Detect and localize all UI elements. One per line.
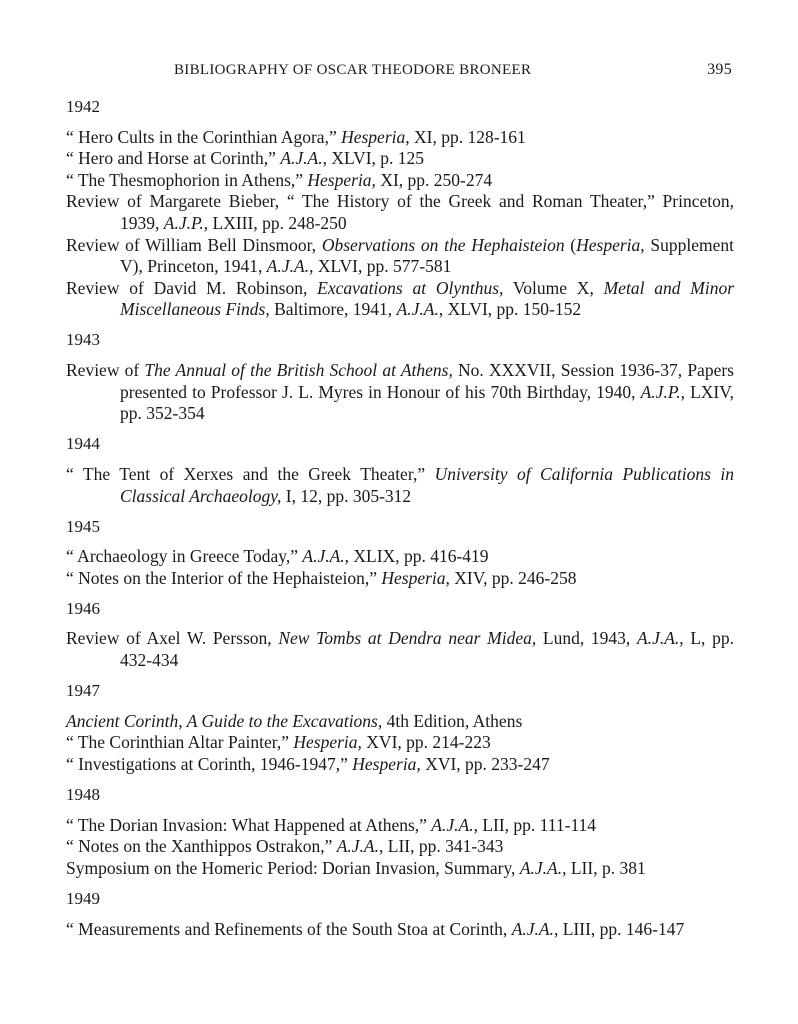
bibliography-entry: “ Hero Cults in the Corinthian Agora,” Hesperia, XI, pp. 128-161: [66, 126, 526, 147]
bibliography-entry: Ancient Corinth, A Guide to the Excavations, 4th Edition, Athens: [66, 710, 523, 731]
bibliography-entry: “ Archaeology in Greece Today,” A.J.A., XLIX, pp. 416-419: [66, 546, 489, 567]
year-heading: 1949: [66, 888, 100, 908]
year-heading: 1948: [66, 785, 100, 805]
bibliography-entry: “ Hero and Horse at Corinth,” A.J.A., XLVI, p. 125: [66, 148, 425, 169]
bibliography-entry: Symposium on the Homeric Period: Dorian Invasion, Summary, A.J.A., LII, p. 381: [66, 857, 646, 878]
year-heading: 1947: [66, 681, 100, 701]
page-number: 395: [707, 61, 732, 78]
year-heading: 1946: [66, 598, 100, 618]
bibliography-entry: “ The Tent of Xerxes and the Greek Theater,” University of California Publications in Classical Archaeology, I, 12, pp. 305-312: [66, 463, 734, 506]
bibliography-entry: “ The Thesmophorion in Athens,” Hesperia, XI, pp. 250-274: [66, 169, 493, 190]
bibliography-entry: “ Investigations at Corinth, 1946-1947,” Hesperia, XVI, pp. 233-247: [66, 753, 550, 774]
bibliography-entry: “ The Dorian Invasion: What Happened at Athens,” A.J.A., LII, pp. 111-114: [66, 814, 597, 835]
year-heading: 1942: [66, 97, 100, 116]
bibliography-entry: “ Notes on the Xanthippos Ostrakon,” A.J.A., LII, pp. 341-343: [66, 836, 504, 857]
bibliography-entry: Review of William Bell Dinsmoor, Observations on the Hephaisteion (Hesperia, Supplement V), Princeton, 1941, A.J.A., XLVI, pp. 577-581: [66, 234, 735, 277]
bibliography-entry: Review of The Annual of the British School at Athens, No. XXXVII, Session 1936-37, Papers presented to Professor J. L. Myres in Honour of his 70th Birthday, 1940, A.J.P., LXIV, pp. 352-354: [66, 360, 734, 424]
year-heading: 1944: [66, 434, 100, 454]
bibliography-entry: “ The Corinthian Altar Painter,” Hesperia, XVI, pp. 214-223: [66, 732, 491, 753]
running-header: [66, 60, 732, 84]
bibliography-entry: Review of Margarete Bieber, “ The History of the Greek and Roman Theater,” Princeton, 1939, A.J.P., LXIII, pp. 248-250: [66, 191, 734, 233]
bibliography-entry: Review of Axel W. Persson, New Tombs at Dendra near Midea, Lund, 1943, A.J.A., L, pp. 432-434: [66, 628, 734, 671]
year-heading: 1945: [66, 516, 100, 536]
bibliography-entry: “ Measurements and Refinements of the South Stoa at Corinth, A.J.A., LIII, pp. 146-147: [66, 918, 685, 939]
bibliography-entry: “ Notes on the Interior of the Hephaisteion,” Hesperia, XIV, pp. 246-258: [66, 567, 577, 588]
running-title: BIBLIOGRAPHY OF OSCAR THEODORE BRONEER: [174, 62, 532, 78]
bibliography-entry: Review of David M. Robinson, Excavations at Olynthus, Volume X, Metal and Minor Miscellaneous Finds, Baltimore, 1941, A.J.A., XLVI, pp. 150-152: [66, 277, 734, 320]
year-heading: 1943: [66, 330, 100, 350]
bibliography-body: [66, 96, 734, 940]
